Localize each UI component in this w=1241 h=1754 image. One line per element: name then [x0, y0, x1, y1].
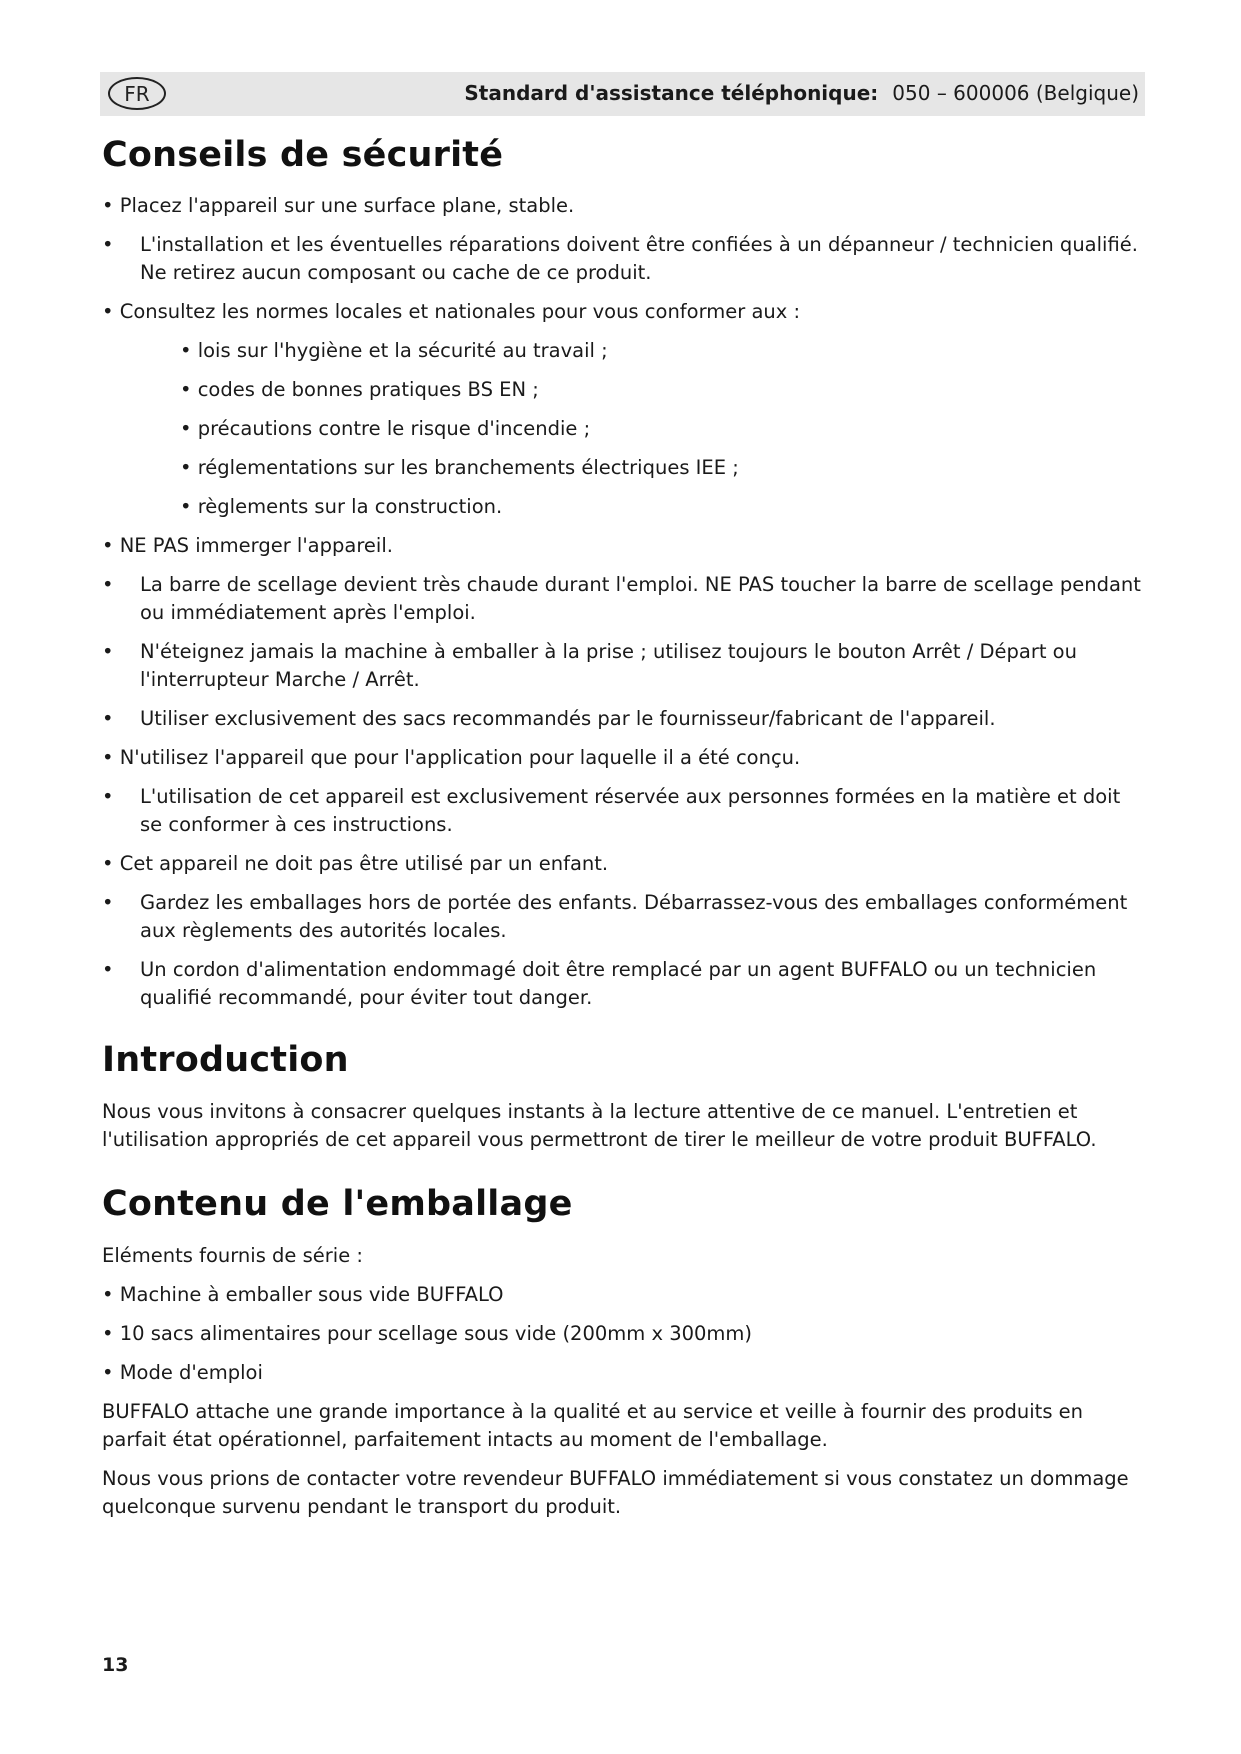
intro-text: Nous vous invitons à consacrer quelques instants à la lecture attentive de ce manuel. L'entretien et l'utilisation appropriés de cet appareil vous permettront de tirer le meilleur de votre produit BUFFALO.: [102, 1100, 1097, 1151]
contents-paragraph-1: BUFFALO attache une grande importance à la qualité et au service et veille à fournir des produits en parfait état opérationnel, parfaitement intacts au moment de l'emballage.: [102, 1400, 1084, 1451]
bullet-dot: •: [102, 640, 114, 663]
header-bar: [100, 72, 1145, 116]
safety-bullet-8: • N'utilisez l'appareil que pour l'application pour laquelle il a été conçu.: [102, 746, 801, 769]
bullet-text: L'installation et les éventuelles réparations doivent être confiées à un dépanneur / technicien qualifié. Ne retirez aucun composant ou cache de ce produit.: [140, 233, 1138, 284]
safety-bullet-7: [102, 705, 1142, 733]
intro-title: Introduction: [102, 1040, 349, 1080]
bullet-text: Utiliser exclusivement des sacs recommandés par le fournisseur/fabricant de l'appareil.: [140, 707, 996, 730]
bullet-text: L'utilisation de cet appareil est exclusivement réservée aux personnes formées en la matière et doit se conformer à ces instructions.: [140, 785, 1121, 836]
contents-paragraph-2: Nous vous prions de contacter votre revendeur BUFFALO immédiatement si vous constatez un dommage quelconque survenu pendant le transport du produit.: [102, 1467, 1129, 1518]
safety-bullet-2: [102, 231, 1142, 287]
safety-sub-5: • règlements sur la construction.: [180, 495, 503, 518]
bullet-text: Un cordon d'alimentation endommagé doit être remplacé par un agent BUFFALO ou un technicien qualifié recommandé, pour éviter tout danger.: [140, 958, 1097, 1009]
page-number: 13: [102, 1654, 129, 1676]
safety-bullet-5: [102, 571, 1142, 627]
bullet-dot: •: [102, 891, 114, 914]
contents-lead: Eléments fournis de série :: [102, 1244, 363, 1267]
contents-title: Contenu de l'emballage: [102, 1184, 573, 1224]
helpline: [464, 81, 1139, 105]
safety-sub-4: • réglementations sur les branchements électriques IEE ;: [180, 456, 739, 479]
bullet-dot: •: [102, 573, 114, 596]
helpline-number: 050 – 600006 (Belgique): [892, 81, 1139, 105]
contents-item-3: • Mode d'emploi: [102, 1361, 263, 1384]
safety-bullet-1: • Placez l'appareil sur une surface plane, stable.: [102, 194, 575, 217]
bullet-text: La barre de scellage devient très chaude durant l'emploi. NE PAS toucher la barre de scellage pendant ou immédiatement après l'emploi.: [140, 573, 1141, 624]
bullet-dot: •: [102, 785, 114, 808]
bullet-dot: •: [102, 958, 114, 981]
bullet-dot: •: [102, 233, 114, 256]
safety-bullet-4: • NE PAS immerger l'appareil.: [102, 534, 393, 557]
safety-sub-2: • codes de bonnes pratiques BS EN ;: [180, 378, 539, 401]
safety-sub-3: • précautions contre le risque d'incendie ;: [180, 417, 591, 440]
safety-bullet-9: [102, 783, 1142, 839]
safety-title: Conseils de sécurité: [102, 135, 504, 175]
helpline-label: Standard d'assistance téléphonique:: [464, 81, 879, 105]
page-content: [102, 135, 1142, 1532]
safety-bullet-11: [102, 889, 1142, 945]
language-badge: FR: [108, 77, 166, 110]
safety-bullet-10: • Cet appareil ne doit pas être utilisé par un enfant.: [102, 852, 609, 875]
bullet-dot: •: [102, 707, 114, 730]
safety-bullet-6: [102, 638, 1142, 694]
contents-item-2: • 10 sacs alimentaires pour scellage sous vide (200mm x 300mm): [102, 1322, 753, 1345]
safety-sub-1: • lois sur l'hygiène et la sécurité au travail ;: [180, 339, 608, 362]
bullet-text: N'éteignez jamais la machine à emballer à la prise ; utilisez toujours le bouton Arrêt / Départ ou l'interrupteur Marche / Arrêt.: [140, 640, 1077, 691]
safety-bullet-3: • Consultez les normes locales et nationales pour vous conformer aux :: [102, 300, 801, 323]
safety-bullet-12: [102, 956, 1142, 1012]
contents-item-1: • Machine à emballer sous vide BUFFALO: [102, 1283, 504, 1306]
bullet-text: Gardez les emballages hors de portée des enfants. Débarrassez-vous des emballages conformément aux règlements des autorités locales.: [140, 891, 1128, 942]
